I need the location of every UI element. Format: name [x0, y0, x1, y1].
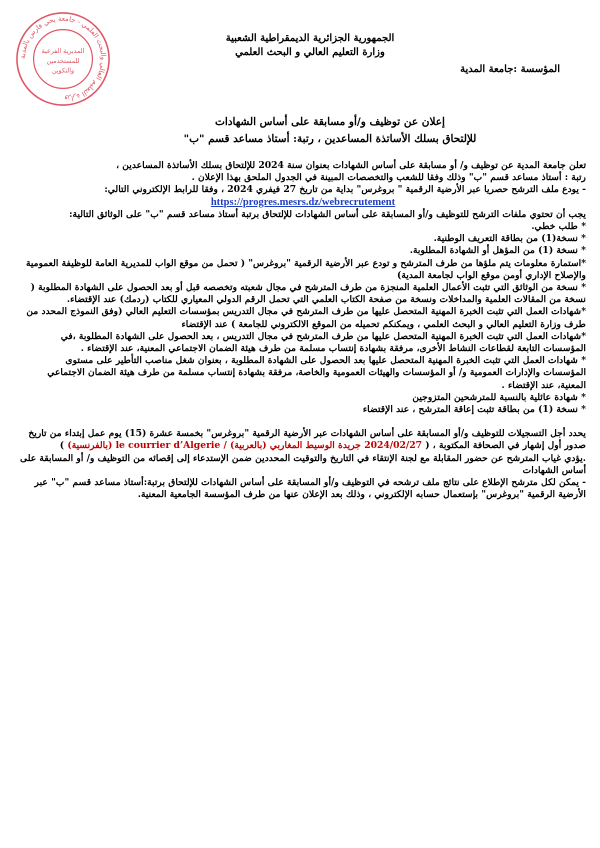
svg-text:المديرية الفرعية: المديرية الفرعية — [41, 47, 85, 56]
doc-item: * شهادة عائلية بالنسبة للمترشحين المتزوجين — [412, 391, 586, 403]
intro-line-3: - يودع ملف الترشح حصريا عبر الأرضية الرقمية " بروغرس" بداية من تاريخ 27 فيفري 2024 ، وفقا للرابط الإلكتروني التالي: — [104, 184, 586, 196]
svg-text:للمستخدمين: للمستخدمين — [46, 56, 80, 65]
ministry-header: وزارة التعليم العالي و البحث العلمي — [235, 47, 385, 58]
recruitment-link[interactable]: https://progres.mesrs.dz/webrecrutement — [210, 196, 396, 208]
deadline-text: يحدد أجل التسجيلات للتوظيف و/أو المسابقة على أساس الشهادات عبر الأرضية الرقمية "بروغرس" بخمسة عشرة (15) يوم عمل إبتداء من تاريخ صدور أول إشهار في الصحافة المكتوبة ، ( — [28, 428, 586, 452]
doc-item: * نسخة(1) من بطاقة التعريف الوطنية. — [433, 233, 586, 245]
announcement-title: إعلان عن توظيف و/أو مسابقة على أساس الشهادات — [215, 116, 445, 128]
university-stamp — [14, 10, 112, 108]
doc-item: * نسخة (1) من المؤهل أو الشهادة المطلوبة. — [409, 245, 586, 257]
newspaper-publication: 2024/02/27 جريدة الوسيط المغاربي (بالعربية) / le courrier d’Algerie (بالفرنسية) — [67, 440, 423, 452]
deadline-close: ) — [59, 440, 65, 452]
doc-item: *استمارة معلومات يتم ملؤها من طرف المترشح و تودع عبر الأرضية الرقمية "بروغرس" ( تحمل من موقع الواب للمديرية العامة للوظيفة العمومية والإصلاح الإداري أومن موقع الواب لجامعة المدية) — [25, 257, 586, 281]
intro-line-2: رتبة : أستاذ مساعد قسم "ب" وذلك وفقا للشعب والتخصصات المبينة في الجدول الملحق بهذا الإعلان . — [191, 172, 586, 184]
intro-line-1: تعلن جامعة المدية عن توظيف و/ أو مسابقة على أساس الشهادات بعنوان سنة 2024 للإلتحاق بسلك الأساتذة المساعدين ، — [116, 160, 586, 171]
doc-item: *شهادات العمل التي تثبت الخبرة المهنية المتحصل عليها من طرف المترشح في مجال التدريس بمؤسسات التعليم العالي (وفق النموذج المحدد من طرف وزارة التعليم العالي و البحث العلمي ، ويمكنكم تحميله من الموقع الالكتروني للجامعة ) عند الإقتضاء — [26, 306, 586, 330]
doc-item: * نسخة (1) من بطاقة تثبت إعاقة المترشح ، عند الإقتضاء — [362, 404, 586, 416]
doc-item: * نسخة من الوثائق التي تثبت الأعمال العلمية المنجزة من طرف المترشح في مجال شعبته وتخصصه قبل أو بعد الحصول على الشهادة المطلوبة ( نسخة من المقالات العلمية والمداخلات ونسخة من صفحة الكتاب العلمي التي تحمل الرقم الدولي المعياري للكتاب (ردمك) عند الإقتضاء. — [30, 282, 586, 306]
doc-item: * شهادات العمل التي تثبت الخبرة المهنية المتحصل عليها بعد الحصول على الشهادة المطلوبة ، بعنوان شغل مناصب التأطير على مستوى المؤسسات والإدارات العمومية و/ أو المؤسسات والهيئات العمومية والخاصة، مرفقة بشهادة إنتساب مسلمة من طرف هيئة الضمان الاجتماعي المعنية، عند الإقتضاء . — [47, 355, 586, 391]
absence-notice: .يؤدي غياب المترشح عن حضور المقابلة مع لجنة الإنتقاء في التاريخ والتوقيت المحددين ضمن الإستدعاء إلى إقصائه من التوظيف و/ أو المسابقة على أساس الشهادات — [20, 452, 586, 476]
svg-text:وزارة التعليم العالي والبحث ال: وزارة التعليم العالي والبحث العلمي - جامعة يحي فارس بالمدية — [18, 14, 108, 104]
deadline-paragraph — [20, 428, 586, 452]
documents-intro: يجب أن تحتوي ملفات الترشح للتوظيف و/أو المسابقة على أساس الشهادات للإلتحاق برتبة أستاذ مساعد قسم "ب" على الوثائق التالية: — [69, 208, 586, 220]
doc-item: * طلب خطي. — [531, 221, 586, 233]
doc-item: *شهادات العمل التي تثبت الخبرة المهنية المتحصل عليها من طرف المترشح في مجال التدريس ، بعد الحصول على الشهادة المطلوبة ،في المؤسسات التابعة لقطاعات النشاط الأخرى، مرفقة بشهادة إنتساب مسلمة من طرف هيئة الضمان الاجتماعي المعنية، عند الإقتضاء . — [60, 330, 586, 355]
republic-header: الجمهورية الجزائرية الديمقراطية الشعبية — [225, 33, 395, 44]
svg-text:والتكوين: والتكوين — [51, 66, 75, 75]
institution-label: المؤسسة :جامعة المدية — [460, 64, 560, 75]
announcement-subtitle: للإلتحاق بسلك الأساتذة المساعدين ، رتبة: أستاذ مساعد قسم "ب" — [183, 133, 477, 145]
announcement-body — [20, 160, 586, 501]
results-notice: - يمكن لكل مترشح الإطلاع على نتائج ملف ترشحه في التوظيف و/أو المسابقة على أساس الشهادات للإلتحاق برتبة:أستاذ مساعد قسم "ب" عبر الأرضية الرقمية "بروغرس" بإستعمال حسابه الإلكتروني ، وذلك بعد الإعلان عنها من طرف المؤسسة الجامعية المعنية. — [34, 477, 586, 501]
